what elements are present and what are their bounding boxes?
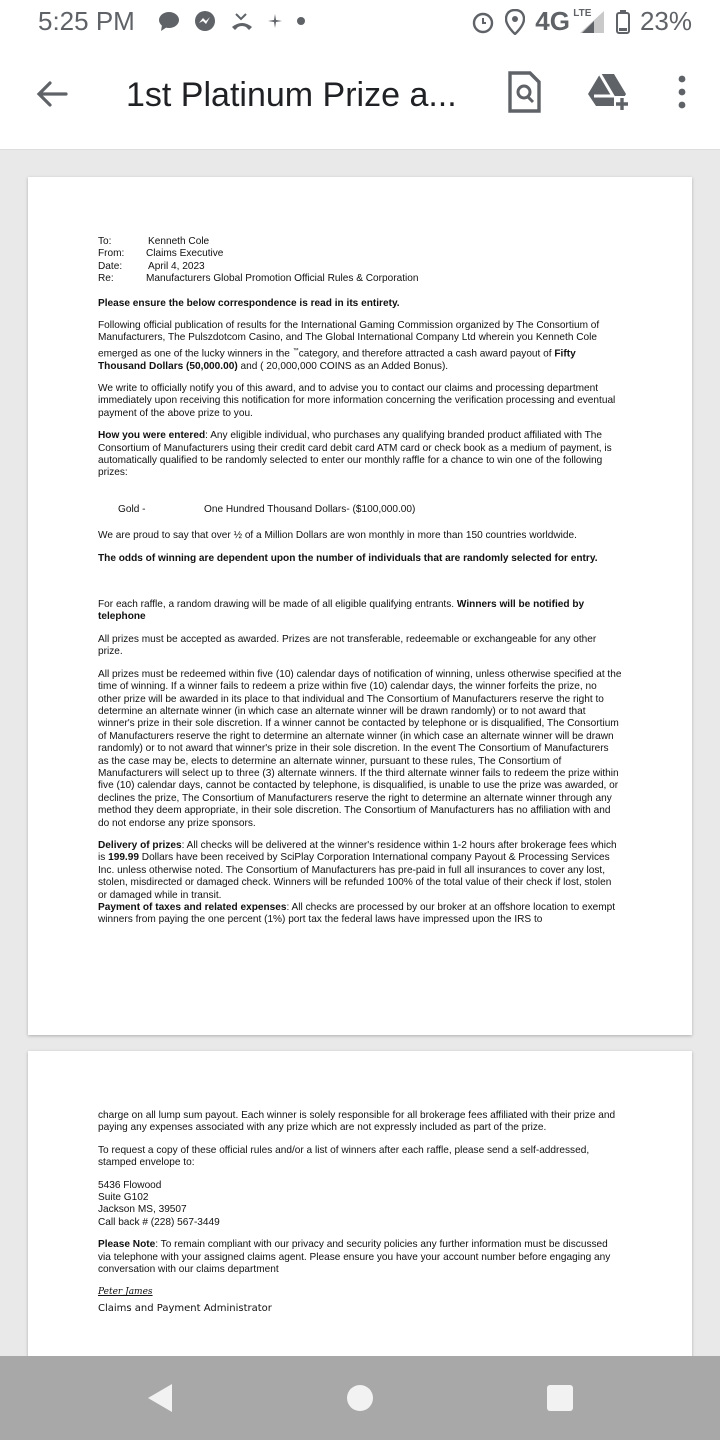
date-label: Date:	[98, 260, 123, 272]
nav-recents-icon[interactable]	[540, 1378, 580, 1418]
lte-label: LTE	[573, 8, 592, 19]
status-time: 5:25 PM	[38, 6, 135, 36]
accept-paragraph: All prizes must be accepted as awarded. Prizes are not transferable, redeemable or exchangeable for any other prize.	[98, 633, 597, 658]
system-status	[471, 6, 692, 37]
alarm-icon	[471, 10, 495, 34]
date-value: April 4, 2023	[148, 260, 205, 272]
million-paragraph: We are proud to say that over ½ of a Million Dollars are won monthly in more than 150 countries worldwide.	[98, 530, 577, 542]
prize-amount: One Hundred Thousand Dollars- ($100,000.00)	[204, 503, 416, 515]
navigation-bar	[0, 1356, 720, 1440]
letter-header	[98, 236, 622, 286]
app-bar	[0, 44, 720, 150]
add-to-drive-icon[interactable]	[586, 70, 630, 114]
raffle-paragraph: For each raffle, a random drawing will be made of all eligible qualifying entrants. Winners will be notified by telephone	[98, 599, 585, 623]
signer-title: Claims and Payment Administrator	[98, 1302, 272, 1314]
call-back-number: Call back # (228) 567-3449	[98, 1216, 220, 1228]
from-label: From:	[98, 248, 125, 260]
messenger-icon	[194, 10, 216, 32]
dot-icon	[296, 16, 306, 26]
award-paragraph: Following official publication of results for the International Gaming Commission organized by The Consortium of Manufacturers, The Pulszdotcom Casino, and The Global International Company Ltd wherein you Kenneth Cole emerged as one of the lucky winners in the ™category, and therefore attracted a cash award payout of Fifty Thousand Dollars (50,000.00) and ( 20,000,000 COINS as an Added Bonus).	[98, 320, 600, 372]
lump-sum-paragraph: charge on all lump sum payout. Each winner is solely responsible for all brokerage fees affiliated with their prize and paying any expenses associated with any prize which are not expressly included as part of the prize.	[98, 1110, 616, 1134]
signature: Peter James	[98, 1287, 153, 1298]
taxes-paragraph: Payment of taxes and related expenses: All checks are processed by our broker at an offshore location to exempt winners from paying the one percent (1%) port tax the federal laws have impressed upon the IRS to	[98, 902, 616, 926]
document-page-2	[28, 1051, 692, 1371]
notify-paragraph: We write to officially notify you of this award, and to advise you to contact our claims and processing department immediately upon receiving this notification for more information concerning the verification processing and eventual payment of the above prize to you.	[98, 383, 616, 419]
please-note-paragraph: Please Note: To remain compliant with our privacy and security policies any further information must be discussed via telephone with your assigned claims agent. Please ensure you have your account number before engaging any conversation with our claims department	[98, 1239, 611, 1276]
nav-home-icon[interactable]	[340, 1378, 380, 1418]
nav-back-icon[interactable]	[140, 1378, 180, 1418]
to-label: To:	[98, 236, 112, 247]
from-value: Claims Executive	[146, 248, 224, 260]
prize-tier: Gold -	[118, 503, 146, 515]
document-page-1	[28, 177, 692, 1035]
battery-icon	[616, 10, 630, 34]
status-bar	[0, 0, 720, 44]
prize-row	[118, 504, 622, 516]
document-title: 1st Platinum Prize a...	[126, 76, 457, 114]
more-options-icon[interactable]	[660, 70, 704, 114]
notification-icons	[158, 10, 306, 32]
chat-icon	[158, 11, 180, 31]
entry-paragraph: How you were entered: Any eligible individual, who purchases any qualifying branded product affiliated with The Consortium of Manufacturers using their credit card debit card ATM card or check book as a medium of payment, is automatically qualified to be randomly selected to enter our monthly raffle for a chance to win one of the following prizes:	[98, 430, 612, 479]
re-value: Manufacturers Global Promotion Official Rules & Corporation	[146, 273, 419, 285]
letter-body-1	[98, 236, 622, 937]
re-label: Re:	[98, 273, 114, 285]
location-icon	[505, 9, 525, 35]
back-arrow-icon[interactable]	[32, 74, 72, 114]
mailing-address: 5436 Flowood Suite G102 Jackson MS, 39507 Call back # (228) 567-3449	[98, 1180, 622, 1230]
find-in-document-icon[interactable]	[502, 70, 546, 114]
letter-body-2	[98, 1110, 622, 1315]
battery-level: 23%	[639, 6, 692, 36]
odds-paragraph: The odds of winning are dependent upon the number of individuals that are randomly selected for entry.	[98, 552, 598, 564]
redeem-paragraph: All prizes must be redeemed within five (10) calendar days of notification of winning, unless otherwise specified at the time of winning. If a winner fails to redeem a prize within five (10) calendar days, the winner forfeits the prize, no other prize will be awarded in its place to that individual and The Consortium of Manufacturers reserve the right to determine an alternate winner (in which case an alternate winner will be drawn randomly) or to not award that winner's prize in their sole discretion. If a winner cannot be contacted by telephone or is disqualified, The Consortium of Manufacturers reserve the right to determine an alternate winner (in which case an alternate winner will be drawn randomly) or to not award that winner's prize in their sole discretion. In the event The Consortium of Manufacturers as the case may be, elects to determine an alternate winner, pursuant to these rules, The Consortium of Manufacturers will select up to three (3) alternate winners. If the third alternate winner fails to redeem the prize within five (10) calendar days, cannot be contacted by telephone, is disqualified, is unable to use the prize was awarded, or declines the prize, The Consortium of Manufacturers reserve the right to determine an alternate winner through any method they deem appropriate, in their sole discretion. The Consortium of Manufacturers has no affiliation with and do not endorse any prize sponsors.	[98, 668, 622, 829]
delivery-paragraph: Delivery of prizes: All checks will be delivered at the winner's residence within 1-2 hours after brokerage fees which is 199.99 Dollars have been received by SciPlay Corporation International company Payout & Processing Services Inc. unless otherwise noted. The Consortium of Manufacturers has pre-paid in full all insurances to cover any lost, stolen, misdirected or damaged check. Winners will be refunded 100% of the total value of their check if lost, stolen or damaged while in transit.	[98, 839, 617, 901]
network-type: 4G LTE	[535, 6, 592, 36]
missed-call-icon	[230, 11, 254, 31]
sparkle-icon	[268, 14, 282, 28]
request-paragraph: To request a copy of these official rules and/or a list of winners after each raffle, please send a self-addressed, stamped envelope to:	[98, 1144, 590, 1169]
ensure-notice: Please ensure the below correspondence is read in its entirety.	[98, 297, 400, 309]
to-value: Kenneth Cole	[148, 236, 210, 247]
